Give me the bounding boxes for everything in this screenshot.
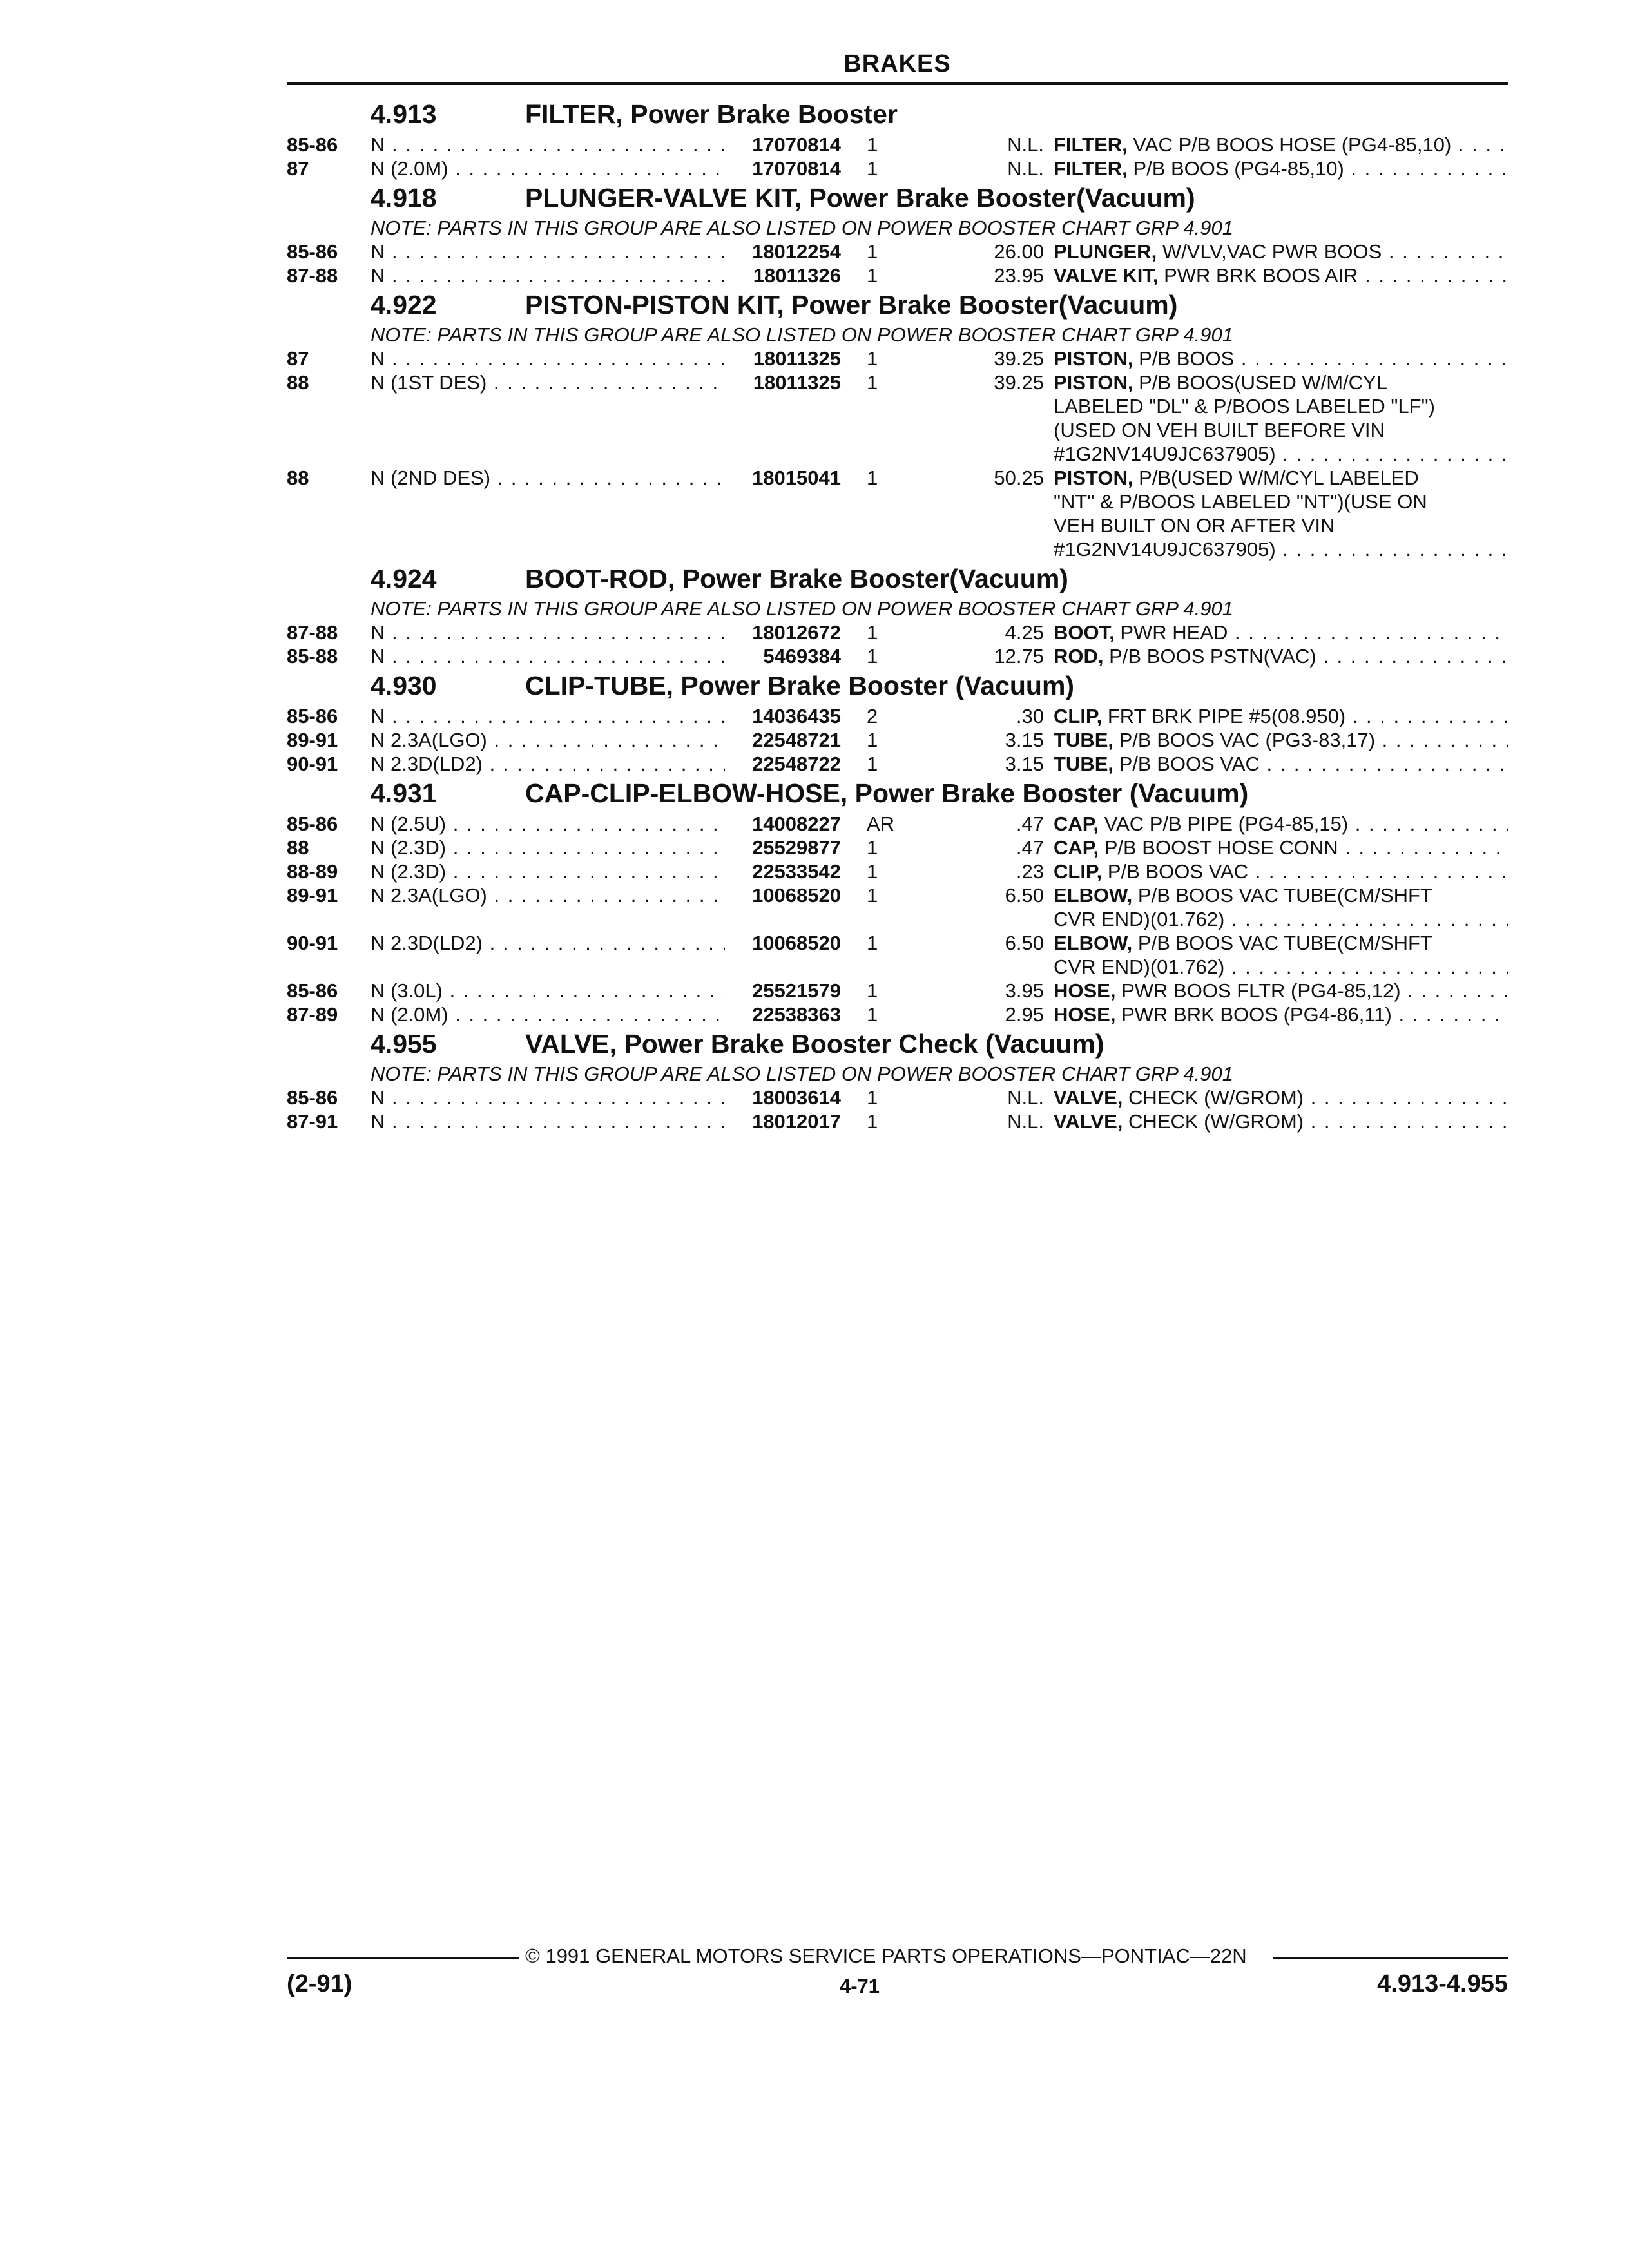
description-line: [1054, 157, 1508, 180]
table-row: [287, 931, 1508, 979]
model-years: 89-91: [287, 884, 338, 907]
table-row: [287, 1086, 1508, 1110]
usage-code: N 2.3D(LD2) . . .: [371, 931, 725, 955]
model-years: 88: [287, 836, 309, 859]
part-description: [1054, 620, 1508, 644]
description-keyword: CLIP,: [1054, 860, 1103, 883]
usage-code: N . . .: [371, 620, 725, 644]
part-number: 18003614: [752, 1086, 841, 1109]
group-name: PISTON-PISTON KIT, Power Brake Booster(Vacuum): [525, 290, 1178, 320]
description-text: (USED ON VEH BUILT BEFORE VIN: [1054, 419, 1385, 441]
description-line: [1054, 240, 1508, 264]
price: 3.15: [1005, 753, 1044, 775]
quantity: 1: [867, 860, 878, 883]
price: .47: [1016, 812, 1044, 835]
parts-group: [287, 97, 1508, 180]
table-row: [287, 157, 1508, 180]
group-note: NOTE: PARTS IN THIS GROUP ARE ALSO LISTED ON POWER BOOSTER CHART GRP 4.901: [371, 597, 1234, 620]
usage-code: N (1ST DES) . . .: [371, 370, 725, 394]
description-keyword: FILTER,: [1054, 133, 1128, 156]
model-years: 88-89: [287, 860, 338, 883]
model-years: 85-86: [287, 705, 338, 727]
table-row: [287, 704, 1508, 728]
description-line: [1054, 860, 1508, 883]
model-years: 85-86: [287, 979, 338, 1002]
description-line: [1054, 620, 1508, 644]
description-keyword: CLIP,: [1054, 705, 1103, 727]
parts-group: [287, 561, 1508, 668]
table-row: [287, 979, 1508, 1003]
model-years: 88: [287, 466, 309, 489]
quantity: 1: [867, 1110, 878, 1133]
part-description: [1054, 1086, 1508, 1110]
description-line: [1054, 514, 1508, 537]
quantity: 1: [867, 979, 878, 1002]
group-note: NOTE: PARTS IN THIS GROUP ARE ALSO LISTED ON POWER BOOSTER CHART GRP 4.901: [371, 323, 1234, 346]
description-text: P/B BOOS VAC: [1107, 860, 1249, 883]
description-text: PWR BRK BOOS AIR: [1164, 264, 1358, 287]
model-years: 88: [287, 371, 309, 394]
description-text: P/B BOOS (PG4-85,10): [1133, 157, 1344, 180]
usage-code: N (3.0L) . . .: [371, 979, 725, 1003]
description-line: [1054, 264, 1508, 287]
group-name: BOOT-ROD, Power Brake Booster(Vacuum): [525, 564, 1068, 593]
description-text: P/B BOOS VAC TUBE(CM/SHFT: [1137, 932, 1432, 954]
part-description: [1054, 466, 1508, 561]
description-line: [1054, 812, 1508, 836]
group-name: CAP-CLIP-ELBOW-HOSE, Power Brake Booster (Vacuum): [525, 778, 1249, 808]
price: 6.50: [1005, 884, 1044, 907]
price: N.L.: [1007, 1110, 1044, 1133]
part-number: 22533542: [752, 860, 841, 883]
usage-code: N (2ND DES) . . .: [371, 466, 725, 490]
quantity: 1: [867, 1003, 878, 1026]
model-years: 85-86: [287, 812, 338, 835]
quantity: 1: [867, 133, 878, 156]
part-number: 18015041: [752, 466, 841, 489]
parts-group: [287, 287, 1508, 561]
description-text: P/B BOOS(USED W/M/CYL: [1139, 371, 1387, 394]
description-keyword: CAP,: [1054, 812, 1099, 835]
description-keyword: HOSE,: [1054, 1003, 1116, 1026]
quantity: 1: [867, 836, 878, 859]
model-years: 89-91: [287, 729, 338, 751]
price: .23: [1016, 860, 1044, 883]
table-row: [287, 620, 1508, 644]
description-line: [1054, 418, 1508, 442]
usage-code: N . . .: [371, 240, 725, 264]
part-description: [1054, 752, 1508, 776]
part-description: [1054, 836, 1508, 860]
part-description: [1054, 264, 1508, 287]
group-number: 4.930: [371, 671, 437, 700]
description-line: [1054, 704, 1508, 728]
description-line: [1054, 883, 1508, 907]
description-text: LABELED "DL" & P/BOOS LABELED "LF"): [1054, 395, 1435, 418]
part-description: [1054, 979, 1508, 1003]
price: N.L.: [1007, 133, 1044, 156]
usage-code: N . . .: [371, 644, 725, 668]
price: 39.25: [994, 371, 1044, 394]
description-line: [1054, 1086, 1508, 1110]
description-line: [1054, 490, 1508, 514]
quantity: 2: [867, 705, 878, 727]
model-years: 85-88: [287, 645, 338, 668]
description-text: VAC P/B BOOS HOSE (PG4-85,10): [1133, 133, 1452, 156]
table-row: [287, 860, 1508, 883]
part-description: [1054, 347, 1508, 370]
group-number: 4.931: [371, 778, 437, 808]
description-text: W/VLV,VAC PWR BOOS: [1162, 240, 1382, 263]
quantity: 1: [867, 645, 878, 668]
group-name: VALVE, Power Brake Booster Check (Vacuum): [525, 1029, 1104, 1059]
model-years: 85-86: [287, 240, 338, 263]
model-years: 87-89: [287, 1003, 338, 1026]
usage-code: N 2.3D(LD2) . . .: [371, 752, 725, 776]
description-line: [1054, 728, 1508, 752]
model-years: 87: [287, 347, 309, 370]
description-keyword: CAP,: [1054, 836, 1099, 859]
description-text: PWR HEAD: [1120, 621, 1228, 644]
description-line: [1054, 347, 1508, 370]
description-keyword: ELBOW,: [1054, 932, 1133, 954]
footer-group-range: 4.913-4.955: [1377, 1970, 1508, 1997]
price: 23.95: [994, 264, 1044, 287]
usage-code: N . . .: [371, 264, 725, 287]
price: 39.25: [994, 347, 1044, 370]
usage-code: N . . .: [371, 347, 725, 370]
description-keyword: VALVE,: [1054, 1110, 1123, 1133]
model-years: 85-86: [287, 1086, 338, 1109]
quantity: 1: [867, 753, 878, 775]
footer-rule-left: [287, 1957, 519, 1959]
description-line: [1054, 752, 1508, 776]
parts-group: [287, 1026, 1508, 1133]
description-text: PWR BOOS FLTR (PG4-85,12): [1121, 979, 1401, 1002]
description-keyword: ROD,: [1054, 645, 1104, 668]
quantity: 1: [867, 466, 878, 489]
description-keyword: ELBOW,: [1054, 884, 1133, 907]
usage-code: N (2.0M) . . .: [371, 1003, 725, 1026]
description-keyword: FILTER,: [1054, 157, 1128, 180]
price: 12.75: [994, 645, 1044, 668]
part-number: 22538363: [752, 1003, 841, 1026]
part-number: 18011325: [753, 371, 841, 394]
description-keyword: PISTON,: [1054, 347, 1133, 370]
table-row: [287, 1003, 1508, 1026]
description-text: CVR END)(01.762): [1054, 956, 1225, 978]
group-name: PLUNGER-VALVE KIT, Power Brake Booster(Vacuum): [525, 183, 1195, 213]
part-number: 18012017: [752, 1110, 841, 1133]
description-line: [1054, 466, 1508, 490]
usage-code: N (2.3D) . . .: [371, 836, 725, 860]
quantity: 1: [867, 371, 878, 394]
group-number: 4.924: [371, 564, 437, 593]
quantity: AR: [867, 812, 895, 835]
description-text: "NT" & P/BOOS LABELED "NT")(USE ON: [1054, 490, 1427, 513]
quantity: 1: [867, 157, 878, 180]
part-number: 18011325: [753, 347, 841, 370]
usage-code: N . . .: [371, 1110, 725, 1133]
price: 26.00: [994, 240, 1044, 263]
price: 3.95: [1005, 979, 1044, 1002]
part-description: [1054, 728, 1508, 752]
model-years: 87-88: [287, 621, 338, 644]
model-years: 90-91: [287, 932, 338, 954]
part-description: [1054, 883, 1508, 931]
description-keyword: TUBE,: [1054, 753, 1113, 775]
model-years: 87-91: [287, 1110, 338, 1133]
part-description: [1054, 644, 1508, 668]
part-number: 18011326: [753, 264, 841, 287]
description-text: #1G2NV14U9JC637905): [1054, 538, 1276, 561]
part-description: [1054, 812, 1508, 836]
description-keyword: PISTON,: [1054, 466, 1133, 489]
price: .30: [1016, 705, 1044, 727]
table-row: [287, 883, 1508, 931]
description-text: P/B BOOS VAC: [1119, 753, 1260, 775]
description-line: [1054, 907, 1508, 931]
part-number: 18012672: [752, 621, 841, 644]
footer-revision-date: (2-91): [287, 1970, 352, 1997]
description-keyword: TUBE,: [1054, 729, 1113, 751]
description-line: [1054, 394, 1508, 418]
price: N.L.: [1007, 157, 1044, 180]
group-name: FILTER, Power Brake Booster: [525, 99, 898, 129]
description-line: [1054, 442, 1508, 466]
description-keyword: PISTON,: [1054, 371, 1133, 394]
table-row: [287, 728, 1508, 752]
table-row: [287, 347, 1508, 370]
usage-code: N . . .: [371, 133, 725, 157]
group-title: [287, 97, 1508, 133]
description-line: [1054, 537, 1508, 561]
part-description: [1054, 1110, 1508, 1133]
table-row: [287, 1110, 1508, 1133]
description-keyword: BOOT,: [1054, 621, 1115, 644]
group-number: 4.955: [371, 1029, 437, 1059]
part-number: 25529877: [752, 836, 841, 859]
part-number: 17070814: [752, 133, 841, 156]
group-note: NOTE: PARTS IN THIS GROUP ARE ALSO LISTED ON POWER BOOSTER CHART GRP 4.901: [371, 1062, 1234, 1085]
description-text: VAC P/B PIPE (PG4-85,15): [1104, 812, 1349, 835]
part-description: [1054, 931, 1508, 979]
price: 2.95: [1005, 1003, 1044, 1026]
description-line: [1054, 836, 1508, 860]
description-text: P/B BOOS VAC (PG3-83,17): [1119, 729, 1376, 751]
price: N.L.: [1007, 1086, 1044, 1109]
part-number: 14008227: [752, 812, 841, 835]
table-row: [287, 466, 1508, 561]
model-years: 85-86: [287, 133, 338, 156]
part-description: [1054, 157, 1508, 180]
group-title: [287, 668, 1508, 704]
part-number: 10068520: [752, 884, 841, 907]
usage-code: N (2.0M) . . .: [371, 157, 725, 180]
parts-group: [287, 668, 1508, 776]
parts-catalog: [287, 97, 1508, 1133]
part-description: [1054, 133, 1508, 157]
table-row: [287, 644, 1508, 668]
part-description: [1054, 860, 1508, 883]
group-title: [287, 180, 1508, 216]
price: 50.25: [994, 466, 1044, 489]
group-number: 4.922: [371, 290, 437, 320]
description-text: P/B BOOST HOSE CONN: [1104, 836, 1338, 859]
usage-code: N (2.3D) . . .: [371, 860, 725, 883]
part-description: [1054, 240, 1508, 264]
table-row: [287, 240, 1508, 264]
group-title: [287, 561, 1508, 597]
description-line: [1054, 133, 1508, 157]
quantity: 1: [867, 1086, 878, 1109]
part-number: 25521579: [752, 979, 841, 1002]
model-years: 87: [287, 157, 309, 180]
model-years: 87-88: [287, 264, 338, 287]
usage-code: N (2.5U) . . .: [371, 812, 725, 836]
part-number: 17070814: [752, 157, 841, 180]
usage-code: N 2.3A(LGO) . . .: [371, 883, 725, 907]
description-text: P/B BOOS PSTN(VAC): [1109, 645, 1316, 668]
description-text: P/B BOOS VAC TUBE(CM/SHFT: [1137, 884, 1432, 907]
model-years: 90-91: [287, 753, 338, 775]
footer-rule-right: [1273, 1957, 1508, 1959]
part-number: 22548722: [752, 753, 841, 775]
description-text: P/B(USED W/M/CYL LABELED: [1139, 466, 1419, 489]
description-line: [1054, 955, 1508, 979]
description-line: [1054, 644, 1508, 668]
description-line: [1054, 931, 1508, 955]
price: 6.50: [1005, 932, 1044, 954]
usage-code: N . . .: [371, 704, 725, 728]
group-title: [287, 776, 1508, 812]
table-row: [287, 133, 1508, 157]
table-row: [287, 836, 1508, 860]
part-number: 10068520: [752, 932, 841, 954]
part-number: 18012254: [752, 240, 841, 263]
price: 3.15: [1005, 729, 1044, 751]
quantity: 1: [867, 884, 878, 907]
quantity: 1: [867, 347, 878, 370]
quantity: 1: [867, 240, 878, 263]
description-text: PWR BRK BOOS (PG4-86,11): [1121, 1003, 1392, 1026]
group-number: 4.918: [371, 183, 437, 213]
description-line: [1054, 979, 1508, 1003]
quantity: 1: [867, 621, 878, 644]
header-rule: [287, 82, 1508, 85]
description-keyword: HOSE,: [1054, 979, 1116, 1002]
part-number: 14036435: [752, 705, 841, 727]
quantity: 1: [867, 932, 878, 954]
usage-code: N . . .: [371, 1086, 725, 1110]
group-note: NOTE: PARTS IN THIS GROUP ARE ALSO LISTED ON POWER BOOSTER CHART GRP 4.901: [371, 216, 1234, 239]
description-text: #1G2NV14U9JC637905): [1054, 443, 1276, 465]
description-text: P/B BOOS: [1139, 347, 1235, 370]
group-name: CLIP-TUBE, Power Brake Booster (Vacuum): [525, 671, 1075, 700]
parts-group: [287, 776, 1508, 1026]
description-text: CVR END)(01.762): [1054, 908, 1225, 930]
group-title: [287, 287, 1508, 323]
description-text: FRT BRK PIPE #5(08.950): [1107, 705, 1346, 727]
quantity: 1: [867, 729, 878, 751]
quantity: 1: [867, 264, 878, 287]
part-description: [1054, 1003, 1508, 1026]
description-keyword: VALVE KIT,: [1054, 264, 1159, 287]
description-text: VEH BUILT ON OR AFTER VIN: [1054, 514, 1335, 537]
part-number: 5469384: [763, 645, 841, 668]
group-number: 4.913: [371, 99, 437, 129]
price: 4.25: [1005, 621, 1044, 644]
table-row: [287, 264, 1508, 287]
description-keyword: PLUNGER,: [1054, 240, 1157, 263]
part-description: [1054, 704, 1508, 728]
footer-copyright: © 1991 GENERAL MOTORS SERVICE PARTS OPERATIONS—PONTIAC—22N: [525, 1945, 1247, 1967]
description-line: [1054, 1110, 1508, 1133]
parts-group: [287, 180, 1508, 287]
price: .47: [1016, 836, 1044, 859]
table-row: [287, 370, 1508, 466]
description-text: CHECK (W/GROM): [1128, 1110, 1304, 1133]
page-title: BRAKES: [843, 50, 951, 77]
description-text: CHECK (W/GROM): [1128, 1086, 1304, 1109]
description-line: [1054, 1003, 1508, 1026]
table-row: [287, 752, 1508, 776]
part-description: [1054, 370, 1508, 466]
part-number: 22548721: [752, 729, 841, 751]
group-title: [287, 1026, 1508, 1062]
table-row: [287, 812, 1508, 836]
description-keyword: VALVE,: [1054, 1086, 1123, 1109]
usage-code: N 2.3A(LGO) . . .: [371, 728, 725, 752]
footer-page-number: 4-71: [839, 1975, 880, 1997]
description-line: [1054, 370, 1508, 394]
